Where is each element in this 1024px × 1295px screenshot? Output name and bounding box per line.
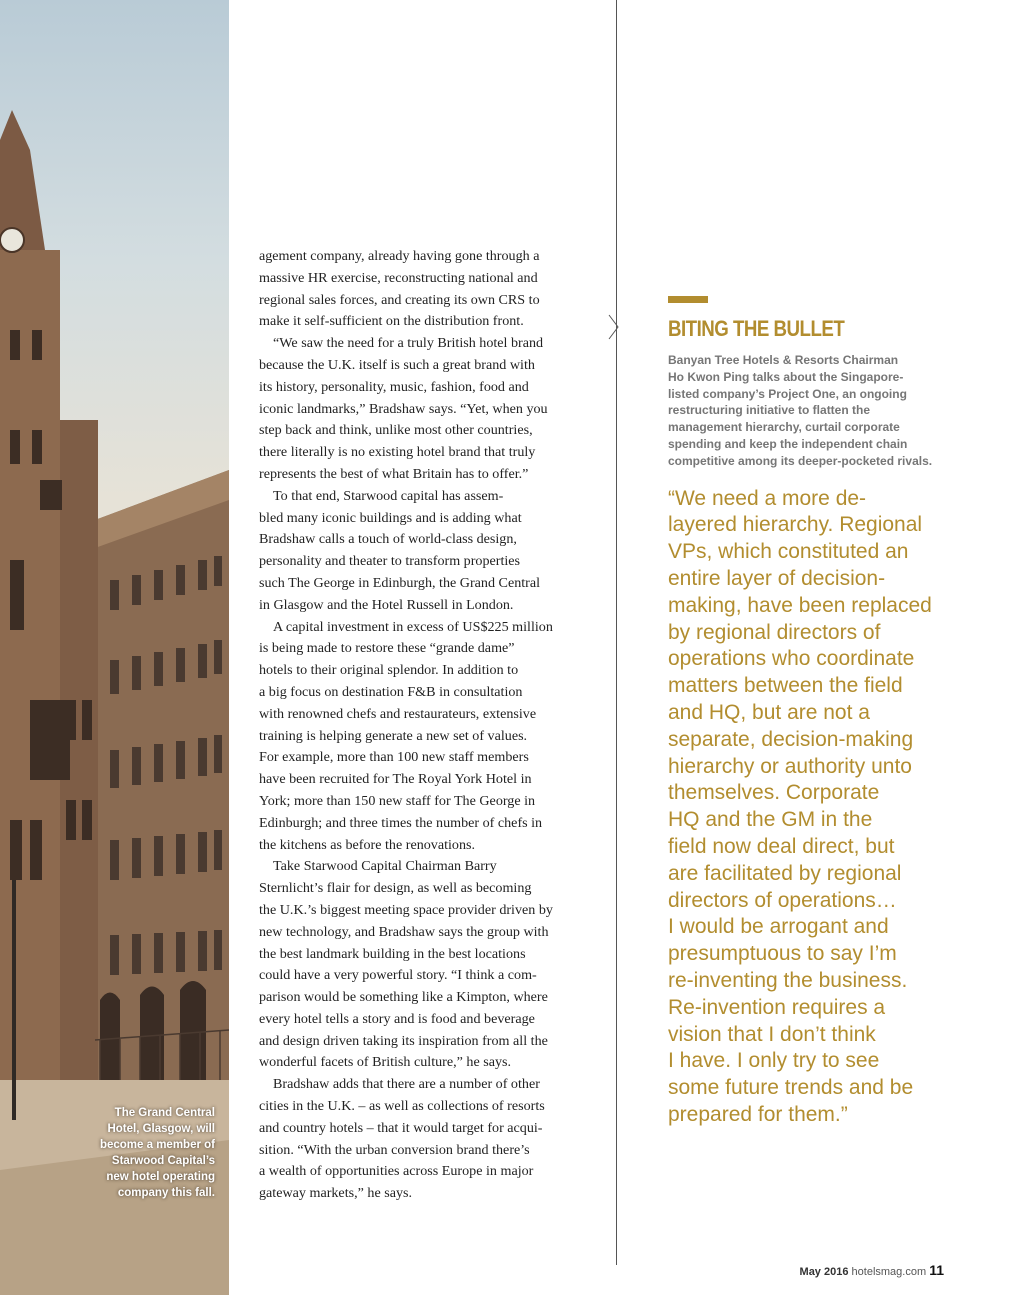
paragraph — [259, 486, 595, 617]
text-line: parison would be something like a Kimpton, where — [259, 989, 548, 1006]
text-line: the U.K.’s biggest meeting space provider driven by — [259, 901, 553, 918]
text-line: step back and think, unlike most other countries, — [259, 422, 533, 439]
quote-line: operations who coordinate — [668, 647, 915, 671]
text-line: cities in the U.K. – as well as collections of resorts — [259, 1098, 545, 1115]
text-line: every hotel tells a story and is food and beverage — [259, 1010, 535, 1027]
text-line: Sternlicht’s flair for design, as well as becoming — [259, 880, 532, 897]
text-line: York; more than 150 new staff for The George in — [259, 792, 536, 809]
quote-line: prepared for them.” — [668, 1102, 848, 1126]
hotel-photo — [0, 0, 229, 1295]
text-line: To that end, Starwood capital has assem- — [273, 487, 504, 504]
quote-line: are facilitated by regional — [668, 861, 902, 885]
text-line: a wealth of opportunities across Europe in major — [259, 1163, 534, 1180]
paragraph — [259, 246, 595, 333]
column-divider — [616, 0, 617, 1265]
issue-date: May 2016 — [799, 1266, 849, 1278]
sidebar-intro — [668, 352, 968, 470]
caption-line: Hotel, Glasgow, will — [107, 1123, 215, 1135]
text-line: a big focus on destination F&B in consultation — [259, 683, 523, 700]
quote-line: entire layer of decision- — [668, 566, 886, 590]
text-line: such The George in Edinburgh, the Grand Central — [259, 574, 541, 591]
quote-line: directors of operations… — [668, 888, 897, 912]
text-line: hotels to their original splendor. In addition to — [259, 662, 519, 679]
text-line: bled many iconic buildings and is adding what — [259, 509, 522, 526]
quote-line: “We need a more de- — [668, 486, 867, 510]
text-line: regional sales forces, and creating its own CRS to — [259, 291, 540, 308]
quote-line: presumptuous to say I’m — [668, 942, 897, 966]
text-line: Take Starwood Capital Chairman Barry — [273, 858, 497, 875]
intro-line: competitive among its deeper-pocketed rivals. — [668, 453, 933, 468]
intro-line: management hierarchy, curtail corporate — [668, 420, 900, 435]
article-body — [259, 246, 595, 1205]
text-line: “We saw the need for a truly British hotel brand — [273, 335, 544, 352]
text-line: in Glasgow and the Hotel Russell in London. — [259, 596, 514, 613]
text-line: Edinburgh; and three times the number of chefs in — [259, 814, 543, 831]
text-line: wonderful facets of British culture,” he says. — [259, 1054, 512, 1071]
text-line: could have a very powerful story. “I think a com- — [259, 967, 537, 984]
quote-line: I have. I only try to see — [668, 1049, 880, 1073]
caption-line: new hotel operating — [106, 1171, 215, 1183]
quote-line: and HQ, but are not a — [668, 700, 870, 724]
quote-line: vision that I don’t think — [668, 1022, 876, 1046]
caption-line: company this fall. — [117, 1187, 215, 1199]
quote-line: some future trends and be — [668, 1076, 914, 1100]
intro-line: Banyan Tree Hotels & Resorts Chairman — [668, 353, 899, 367]
text-line: sition. “With the urban conversion brand there’s — [259, 1141, 530, 1158]
text-line: training is helping generate a new set of values. — [259, 727, 528, 744]
text-line: its history, personality, music, fashion, food and — [259, 378, 529, 395]
pull-quote — [668, 486, 968, 1129]
text-line: have been recruited for The Royal York Hotel in — [259, 771, 532, 788]
quote-line: matters between the field — [668, 674, 903, 698]
website: hotelsmag.com — [851, 1266, 927, 1278]
text-line: gateway markets,” he says. — [259, 1185, 413, 1202]
text-line: the best landmark building in the best locations — [259, 945, 526, 962]
intro-line: Ho Kwon Ping talks about the Singapore- — [668, 369, 904, 384]
text-line: new technology, and Bradshaw says the group with — [259, 923, 549, 940]
chevron-right-icon — [608, 314, 620, 340]
paragraph — [259, 617, 595, 857]
text-line: and country hotels – that it would target for acqui- — [259, 1119, 543, 1136]
quote-line: making, have been replaced — [668, 593, 932, 617]
text-line: represents the best of what Britain has to offer.” — [259, 465, 529, 482]
quote-line: HQ and the GM in the — [668, 808, 873, 832]
photo-caption — [75, 1105, 215, 1201]
caption-line: The Grand Central — [114, 1107, 215, 1119]
text-line: massive HR exercise, reconstructing national and — [259, 269, 538, 286]
quote-line: themselves. Corporate — [668, 781, 880, 805]
paragraph — [259, 333, 595, 486]
sidebar-title: BITING THE BULLET — [668, 316, 845, 341]
quote-line: hierarchy or authority unto — [668, 754, 912, 778]
quote-line: separate, decision-making — [668, 727, 914, 751]
text-line: there literally is no existing hotel brand that truly — [259, 444, 536, 461]
text-line: Bradshaw adds that there are a number of other — [273, 1076, 540, 1093]
caption-line: Starwood Capital’s — [111, 1155, 215, 1167]
paragraph — [259, 856, 595, 1074]
intro-line: restructuring initiative to flatten the — [668, 403, 871, 418]
intro-line: spending and keep the independent chain — [668, 436, 908, 451]
text-line: and design driven taking its inspiration from all the — [259, 1032, 548, 1049]
quote-line: re-inventing the business. — [668, 968, 908, 992]
intro-line: listed company’s Project One, an ongoing — [668, 386, 907, 401]
quote-line: field now deal direct, but — [668, 834, 895, 858]
accent-rule — [668, 296, 708, 303]
quote-line: Re-invention requires a — [668, 995, 886, 1019]
grand-central-hotel-image — [0, 0, 229, 1295]
text-line: iconic landmarks,” Bradshaw says. “Yet, when you — [259, 400, 548, 417]
text-line: the kitchens as before the renovations. — [259, 836, 476, 853]
text-line: agement company, already having gone through a — [259, 248, 540, 264]
text-line: Bradshaw calls a touch of world-class design, — [259, 531, 517, 548]
quote-line: VPs, which constituted an — [668, 540, 909, 564]
caption-line: become a member of — [99, 1139, 215, 1151]
quote-line: layered hierarchy. Regional — [668, 513, 923, 537]
text-line: make it self-sufficient on the distribution front. — [259, 313, 524, 330]
text-line: is being made to restore these “grande dame” — [259, 640, 515, 657]
text-line: because the U.K. itself is such a great brand with — [259, 356, 535, 373]
text-line: with renowned chefs and restaurateurs, extensive — [259, 705, 537, 722]
page-number: 11 — [929, 1262, 944, 1278]
text-line: personality and theater to transform properties — [259, 553, 521, 570]
paragraph — [259, 1074, 595, 1205]
quote-line: I would be arrogant and — [668, 915, 889, 939]
quote-line: by regional directors of — [668, 620, 881, 644]
text-line: A capital investment in excess of US$225 million — [273, 618, 553, 635]
page-footer — [800, 1262, 944, 1278]
sidebar — [668, 296, 968, 1129]
text-line: For example, more than 100 new staff members — [259, 749, 529, 766]
